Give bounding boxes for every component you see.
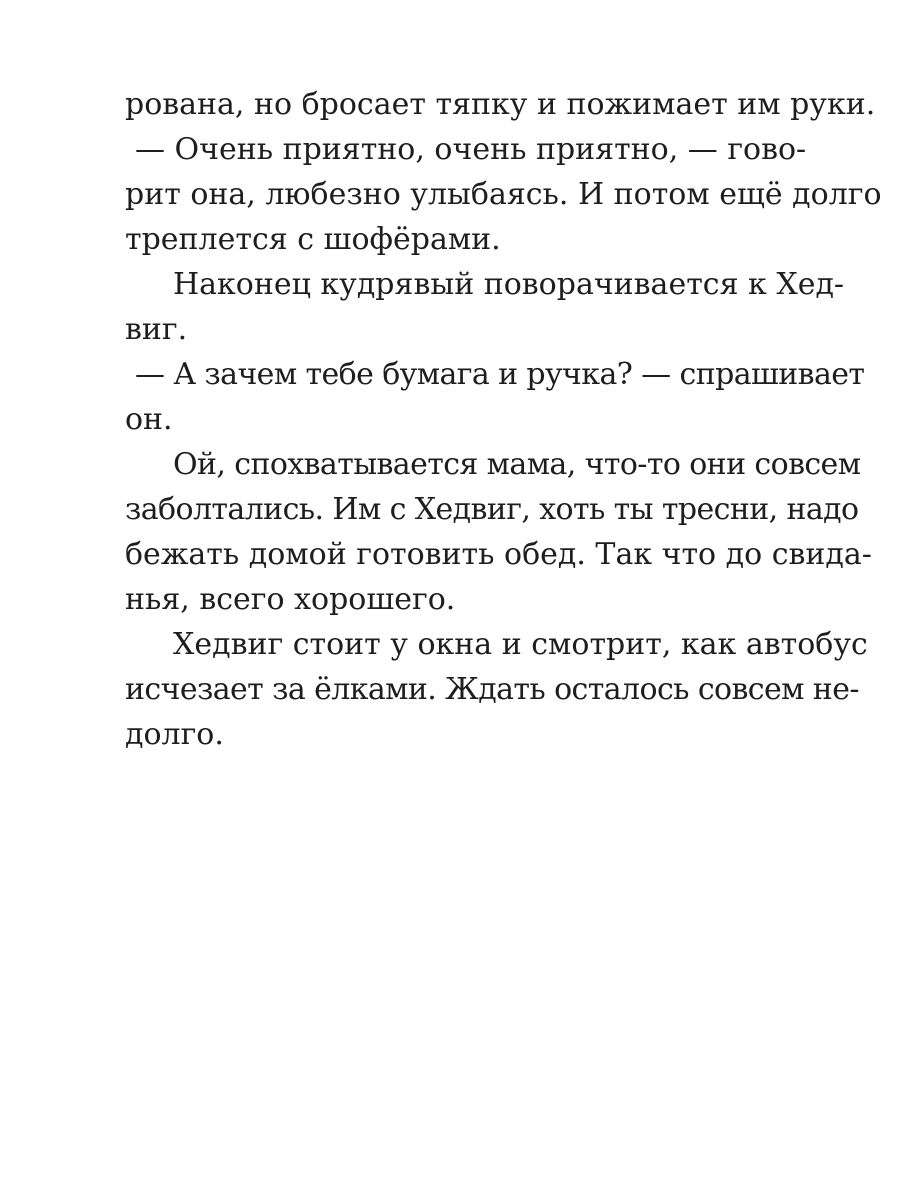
paragraph [125,127,882,262]
text-line: заболтались. Им с Хедвиг, хоть ты тресни, надо [125,492,859,527]
text-line: рована, но бросает тяпку и пожимает им руки. [125,87,876,122]
paragraph [125,442,872,622]
paragraph [125,352,865,442]
text-line: бежать домой готовить обед. Так что до свида- [125,537,872,572]
text-line: рит она, любезно улыбаясь. И потом ещё долго [125,177,882,212]
text-line: Ой, спохватывается мама, что-то они совсем [173,447,861,482]
text-line: Наконец кудрявый поворачивается к Хед- [173,267,845,302]
text-line: — Очень приятно, очень приятно, — гово- [135,132,807,167]
text-line: виг. [125,312,188,347]
text-line: долго. [125,717,224,752]
text-line: он. [125,402,173,437]
text-line: треплется с шофёрами. [125,222,501,257]
text-line: нья, всего хорошего. [125,582,456,617]
text-line: Хедвиг стоит у окна и смотрит, как автобус [173,627,868,662]
body-text [125,82,882,757]
paragraph [125,622,868,757]
paragraph [125,262,845,352]
paragraph [125,82,876,127]
text-line: — А зачем тебе бумага и ручка? — спрашивает [135,357,865,392]
text-line: исчезает за ёлками. Ждать осталось совсем не- [125,672,859,707]
